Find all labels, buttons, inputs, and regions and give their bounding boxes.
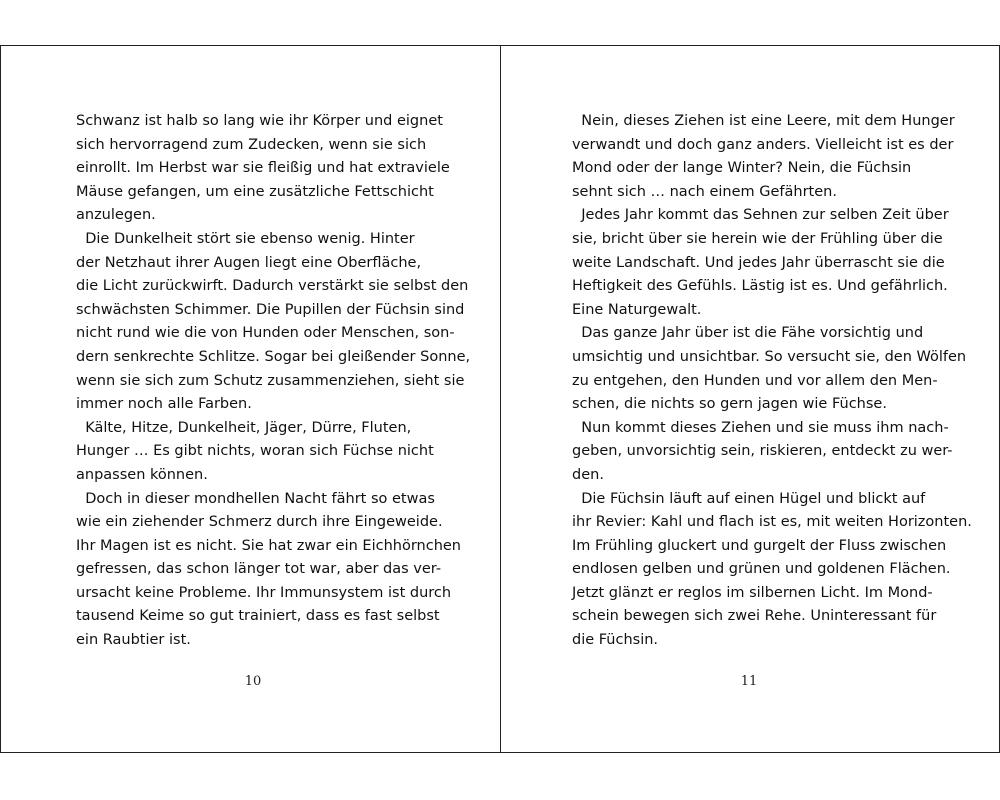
text-line: gefressen, das schon länger tot war, aber das ver- [76, 561, 442, 578]
text-line: ein Raubtier ist. [76, 632, 191, 649]
text-line: geben, unvorsichtig sein, riskieren, entdeckt zu wer- [572, 443, 953, 460]
text-line: Das ganze Jahr über ist die Fähe vorsichtig und [572, 325, 924, 342]
text-line: schein bewegen sich zwei Rehe. Uninteressant für [572, 608, 937, 625]
text-line: die Licht zurückwirft. Dadurch verstärkt sie selbst den [76, 278, 469, 295]
text-line: sehnt sich … nach einem Gefährten. [572, 183, 837, 200]
text-line: wie ein ziehender Schmerz durch ihre Eingeweide. [76, 514, 443, 531]
text-line: Eine Naturgewalt. [572, 301, 702, 318]
text-line: nicht rund wie die von Hunden oder Menschen, son- [76, 325, 455, 342]
text-line: Heftigkeit des Gefühls. Lästig ist es. Und gefährlich. [572, 278, 948, 295]
text-line: Mond oder der lange Winter? Nein, die Füchsin [572, 160, 912, 177]
text-line: der Netzhaut ihrer Augen liegt eine Oberfläche, [76, 254, 422, 271]
text-line: den. [572, 466, 604, 483]
text-line: dern senkrechte Schlitze. Sogar bei gleißender Sonne, [76, 348, 471, 365]
text-line: Jetzt glänzt er reglos im silbernen Licht. Im Mond- [572, 584, 933, 601]
text-line: Die Dunkelheit stört sie ebenso wenig. Hinter [76, 230, 415, 247]
text-line: Nein, dieses Ziehen ist eine Leere, mit dem Hunger [572, 113, 955, 129]
text-line: endlosen gelben und grünen und goldenen Flächen. [572, 561, 951, 578]
left-page-number: 10 [244, 674, 262, 689]
text-line: Doch in dieser mondhellen Nacht fährt so etwas [76, 490, 435, 507]
text-line: verwandt und doch ganz anders. Vielleicht ist es der [572, 136, 954, 153]
text-line: zu entgehen, den Hunden und vor allem den Men- [572, 372, 938, 389]
text-line: Schwanz ist halb so lang wie ihr Körper und eignet [76, 113, 443, 129]
right-page [500, 45, 1000, 753]
text-line: anzulegen. [76, 207, 156, 224]
text-line: anpassen können. [76, 466, 208, 483]
left-page [0, 45, 501, 753]
text-line: Jedes Jahr kommt das Sehnen zur selben Zeit über [572, 207, 949, 224]
text-line: Im Frühling gluckert und gurgelt der Fluss zwischen [572, 537, 947, 554]
text-line: ihr Revier: Kahl und flach ist es, mit weiten Horizonten. [572, 514, 972, 531]
text-line: sich hervorragend zum Zudecken, wenn sie sich [76, 136, 427, 153]
text-line: Die Füchsin läuft auf einen Hügel und blickt auf [572, 490, 926, 507]
text-line: einrollt. Im Herbst war sie fleißig und hat extraviele [76, 160, 450, 177]
text-line: schen, die nichts so gern jagen wie Füchse. [572, 396, 887, 413]
text-line: schwächsten Schimmer. Die Pupillen der Füchsin sind [76, 301, 465, 318]
text-line: sie, bricht über sie herein wie der Frühling über die [572, 230, 943, 247]
text-line: Mäuse gefangen, um eine zusätzliche Fettschicht [76, 183, 434, 200]
text-line: Kälte, Hitze, Dunkelheit, Jäger, Dürre, Fluten, [76, 419, 412, 436]
text-line: tausend Keime so gut trainiert, dass es fast selbst [76, 608, 440, 625]
right-page-number: 11 [740, 674, 758, 689]
text-line: weite Landschaft. Und jedes Jahr überrascht sie die [572, 254, 945, 271]
text-line: Hunger … Es gibt nichts, woran sich Füchse nicht [76, 443, 434, 460]
text-line: die Füchsin. [572, 632, 659, 649]
text-line: Nun kommt dieses Ziehen und sie muss ihm nach- [572, 419, 949, 436]
text-line: Ihr Magen ist es nicht. Sie hat zwar ein Eichhörnchen [76, 537, 461, 554]
left-page-text [76, 110, 470, 653]
text-line: immer noch alle Farben. [76, 396, 252, 413]
text-line: ursacht keine Probleme. Ihr Immunsystem ist durch [76, 584, 452, 601]
right-page-text [572, 110, 972, 653]
text-line: umsichtig und unsichtbar. So versucht sie, den Wölfen [572, 348, 967, 365]
text-line: wenn sie sich zum Schutz zusammenziehen, sieht sie [76, 372, 465, 389]
